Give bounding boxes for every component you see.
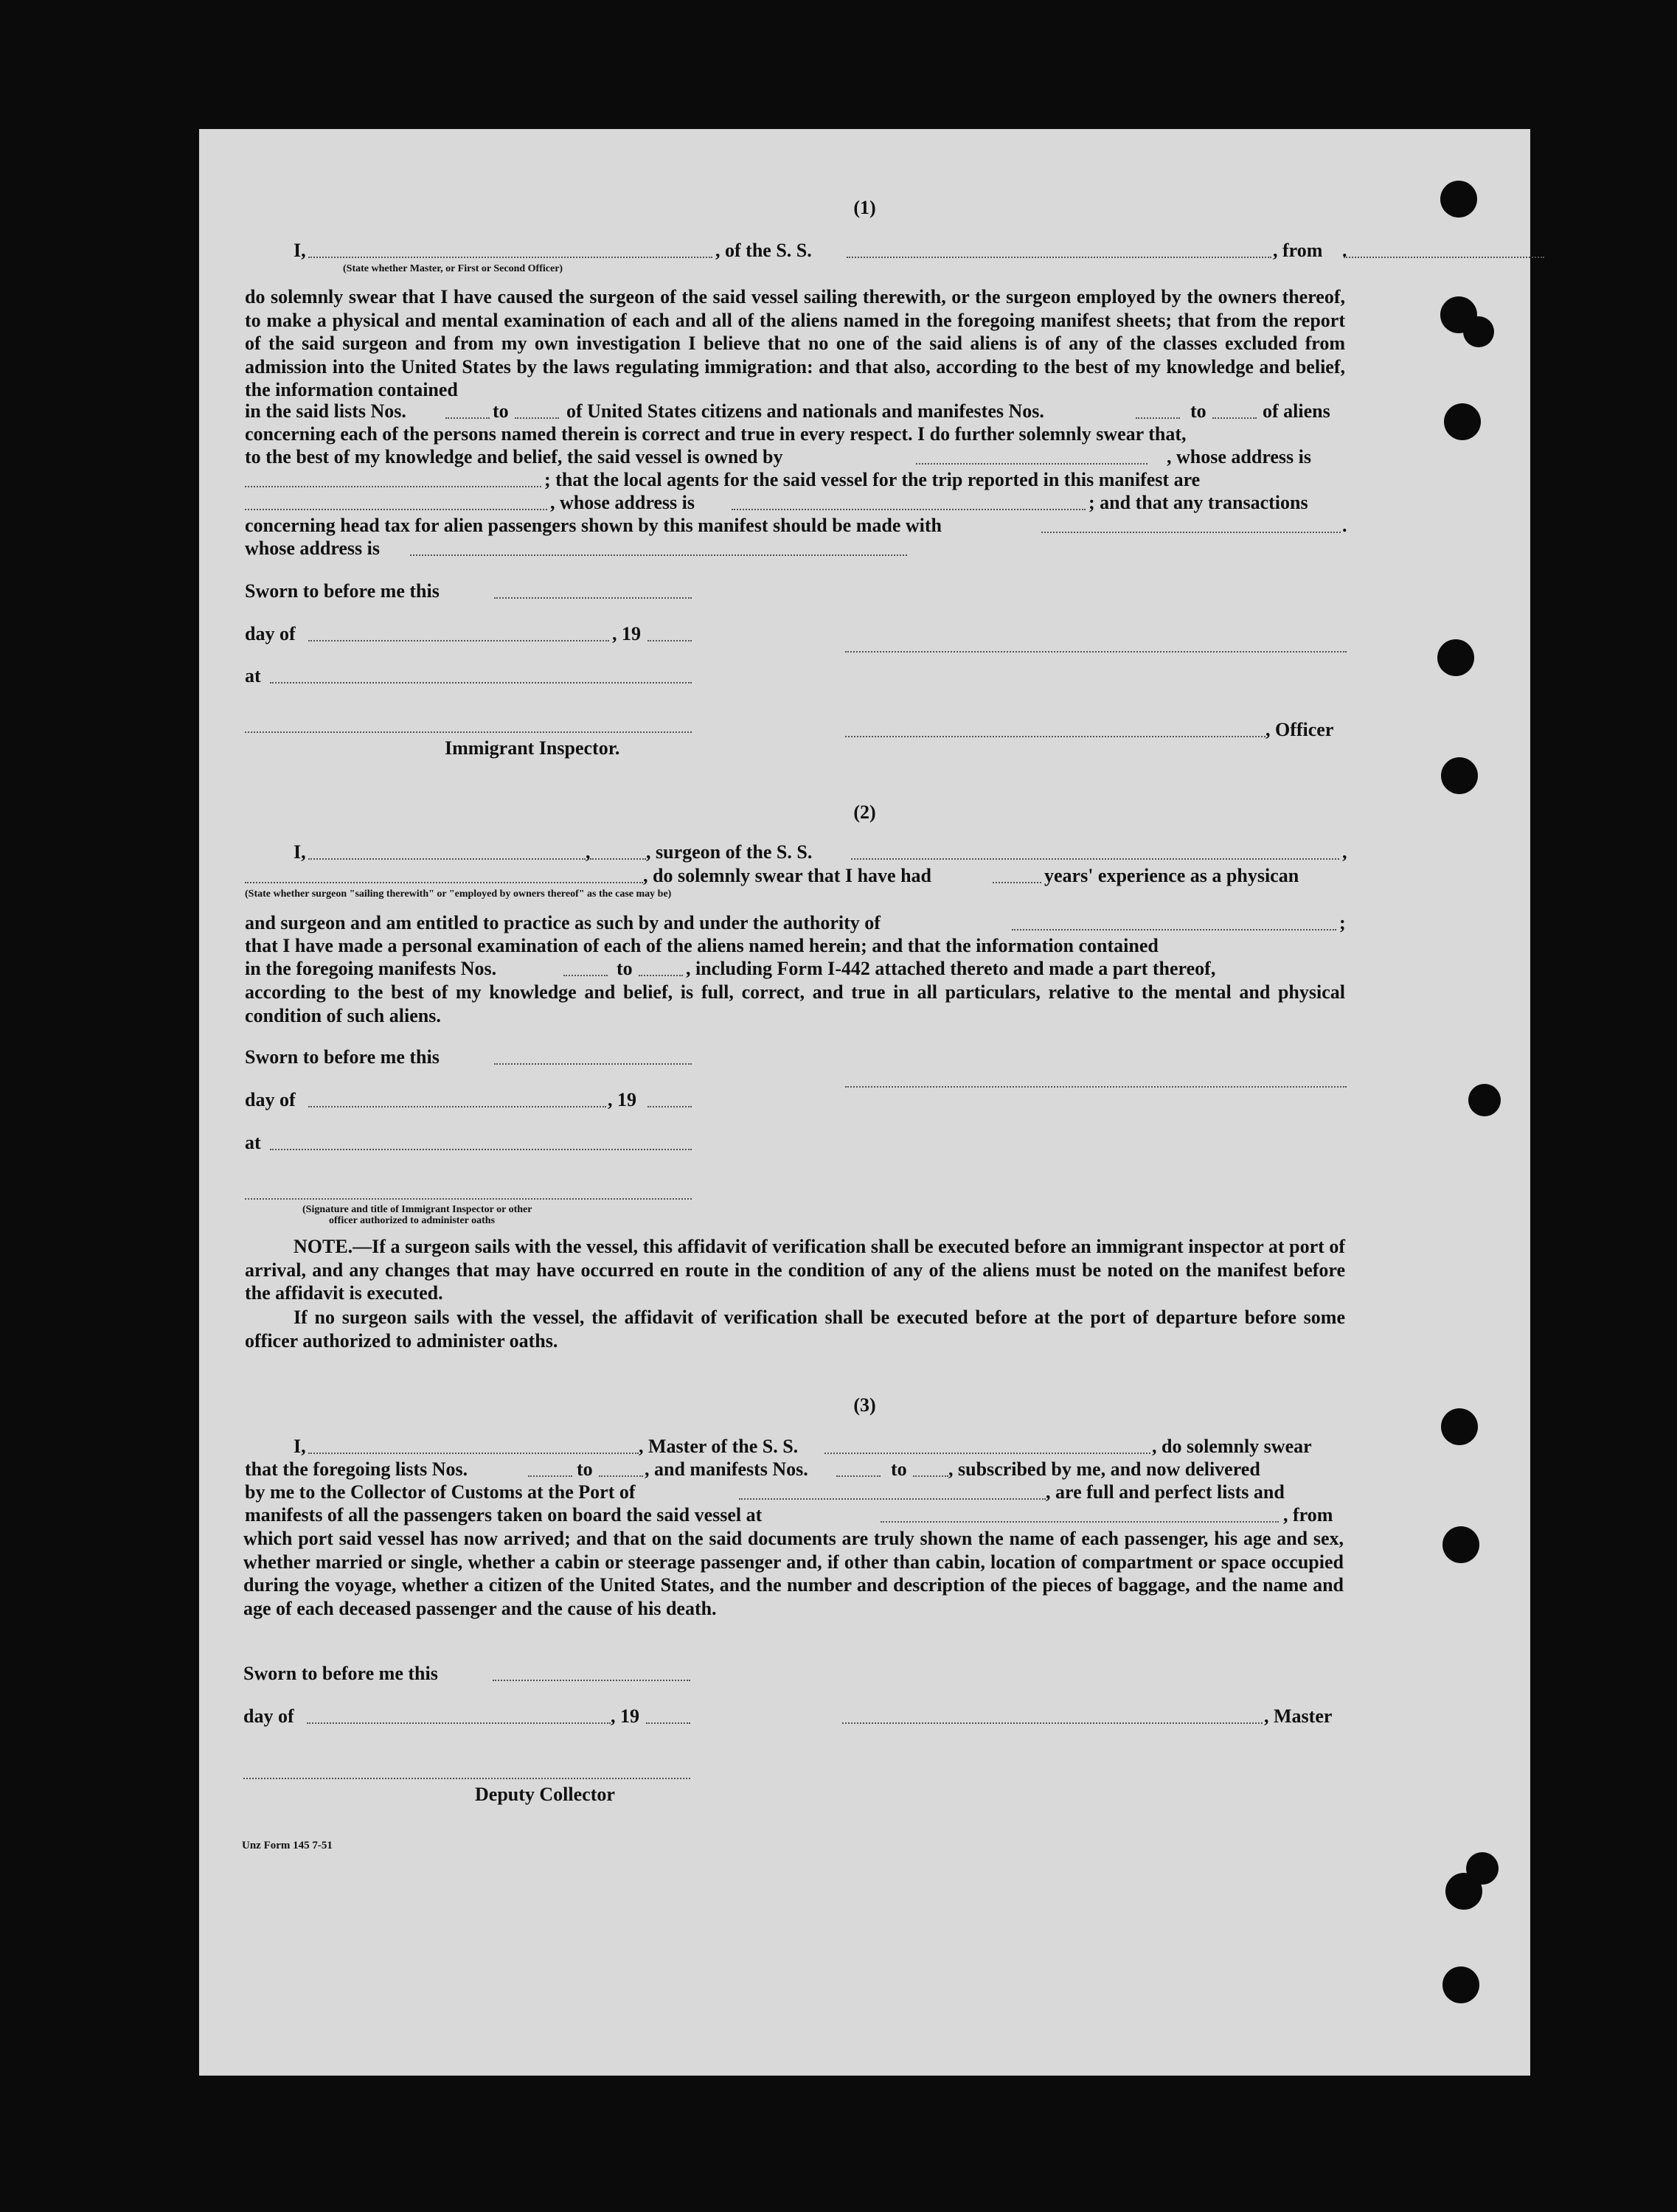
vessel-name-field[interactable] bbox=[847, 257, 1271, 258]
manifest-from-field[interactable] bbox=[836, 1475, 881, 1477]
authority-field[interactable] bbox=[1012, 929, 1336, 931]
text: to bbox=[493, 400, 509, 422]
section-3-paragraph: which port said vessel has now arrived; and that on the said documents are truly shown the name of each passenger, his age and sex, whether married or single, whether a cabin or steerage passenger and, if other than cabin, location of compartment or space occupied during the voyage, whether a citizen of the United States, and the number and description of the pieces of baggage, and the name and age of each deceased passenger and the cause of his death. bbox=[243, 1528, 1344, 1619]
text: ; bbox=[1339, 912, 1346, 933]
section-1-line-1 bbox=[199, 240, 1530, 263]
manifests-line bbox=[199, 958, 1530, 981]
whose-address-field[interactable] bbox=[410, 554, 907, 556]
text: , are full and perfect lists and bbox=[1046, 1481, 1285, 1503]
manifest-to-field[interactable] bbox=[639, 975, 683, 976]
officer-name-field[interactable] bbox=[308, 257, 712, 258]
section-2-paragraph-end: according to the best of my knowledge and belief, is full, correct, and true in all particulars, relative to the mental and physical condition of such aliens. bbox=[245, 981, 1345, 1026]
year-field[interactable] bbox=[647, 640, 692, 641]
text: day of bbox=[245, 1089, 296, 1110]
port-field[interactable] bbox=[739, 1498, 1046, 1500]
text: to the best of my knowledge and belief, the said vessel is owned by bbox=[245, 446, 783, 467]
surgeon-name-field[interactable] bbox=[308, 858, 586, 860]
list-from-field[interactable] bbox=[528, 1475, 572, 1477]
years-field[interactable] bbox=[993, 882, 1041, 883]
text: ; that the local agents for the said vessel for the trip reported in this manifest are bbox=[544, 469, 1201, 490]
sworn-line-2 bbox=[199, 1046, 1530, 1070]
officer-signature-line[interactable] bbox=[845, 651, 1347, 653]
text: by me to the Collector of Customs at the Port of bbox=[245, 1481, 636, 1503]
year-field[interactable] bbox=[647, 1106, 692, 1107]
agents-field[interactable] bbox=[245, 509, 547, 510]
section-2-number: (2) bbox=[853, 801, 876, 823]
section-2-line-2 bbox=[199, 865, 1530, 888]
text: to bbox=[577, 1458, 593, 1480]
surgeon-vessel-field[interactable] bbox=[851, 858, 1339, 860]
immigrant-inspector-label: Immigrant Inspector. bbox=[445, 737, 620, 759]
section-3-line-3 bbox=[199, 1481, 1530, 1505]
text: that I have made a personal examination of each of the aliens named herein; and that the information contained bbox=[245, 935, 1159, 956]
text: at bbox=[245, 665, 261, 686]
day-of-line-3 bbox=[199, 1705, 1530, 1729]
text: , bbox=[1342, 841, 1347, 863]
surgeon-title-field[interactable] bbox=[590, 858, 646, 860]
officer-signature-field[interactable] bbox=[845, 736, 1265, 737]
manifest-to-field[interactable] bbox=[1212, 417, 1257, 419]
text: , including Form I-442 attached thereto and made a part thereof, bbox=[686, 958, 1216, 979]
address-line bbox=[199, 492, 1530, 515]
exam-line bbox=[199, 935, 1530, 959]
section-3-number: (3) bbox=[853, 1394, 876, 1416]
text: of aliens bbox=[1263, 400, 1330, 422]
at-line-1 bbox=[199, 665, 1530, 689]
boarding-port-field[interactable] bbox=[881, 1521, 1279, 1523]
text: Sworn to before me this bbox=[245, 1046, 440, 1068]
sworn-day-field[interactable] bbox=[493, 1680, 690, 1681]
at-line-2 bbox=[199, 1132, 1530, 1155]
text: , 19 bbox=[608, 1089, 636, 1110]
text: , from bbox=[1283, 1504, 1333, 1526]
text: to bbox=[891, 1458, 907, 1480]
sworn-line-3 bbox=[199, 1663, 1530, 1686]
authority-line bbox=[199, 912, 1530, 936]
owned-line bbox=[199, 446, 1530, 470]
deputy-collector-label: Deputy Collector bbox=[475, 1784, 615, 1805]
agents-address-field[interactable] bbox=[732, 509, 1086, 510]
manifest-from-field[interactable] bbox=[563, 975, 608, 976]
month-field[interactable] bbox=[307, 1722, 611, 1724]
section-3-line-1 bbox=[199, 1436, 1530, 1459]
section-3-line-2 bbox=[199, 1458, 1530, 1482]
text: to bbox=[1190, 400, 1206, 422]
at-field[interactable] bbox=[270, 682, 692, 684]
text: manifests of all the passengers taken on board the said vessel at bbox=[245, 1504, 763, 1526]
month-field[interactable] bbox=[308, 640, 609, 641]
text: concerning head tax for alien passengers shown by this manifest should be made with bbox=[245, 515, 942, 536]
at-field[interactable] bbox=[270, 1149, 692, 1150]
text: and surgeon and am entitled to practice as such by and under the authority of bbox=[245, 912, 881, 933]
section-3-line-4 bbox=[199, 1504, 1530, 1528]
text: , 19 bbox=[612, 623, 641, 644]
from-port-field[interactable] bbox=[1344, 257, 1544, 258]
note-paragraph-1: NOTE.—If a surgeon sails with the vessel, this affidavit of verification shall be executed before an immigrant inspector at port of arrival, and any changes that may have occurred en route in the condition of any of the aliens must be noted on the manifest before the affidavit is executed. bbox=[245, 1236, 1345, 1304]
agents-line bbox=[199, 469, 1530, 493]
text: , surgeon of the S. S. bbox=[646, 841, 813, 863]
text: to bbox=[617, 958, 633, 979]
inspector-signature-line[interactable] bbox=[245, 1198, 692, 1200]
headtax-line bbox=[199, 515, 1530, 538]
text: , do solemnly swear bbox=[1152, 1436, 1312, 1457]
text: I, bbox=[294, 240, 306, 261]
punch-hole bbox=[1445, 1873, 1482, 1910]
text: , 19 bbox=[611, 1705, 639, 1727]
manifest-to-field[interactable] bbox=[913, 1475, 948, 1477]
signature-note-2: officer authorized to administer oaths bbox=[329, 1215, 496, 1226]
signature-note-1: (Signature and title of Immigrant Inspector or other bbox=[302, 1204, 532, 1215]
master-name-field[interactable] bbox=[308, 1453, 639, 1454]
section-2-line-1 bbox=[199, 841, 1530, 865]
list-to-field[interactable] bbox=[515, 417, 559, 419]
sworn-day-field[interactable] bbox=[494, 1063, 692, 1065]
surgeon-signature-line[interactable] bbox=[845, 1086, 1347, 1088]
text: , subscribed by me, and now delivered bbox=[948, 1458, 1260, 1480]
text: at bbox=[245, 1132, 261, 1153]
punch-hole bbox=[1442, 1526, 1479, 1563]
text: , do solemnly swear that I have had bbox=[643, 865, 932, 886]
surgeon-type-field[interactable] bbox=[245, 882, 643, 883]
list-to-field[interactable] bbox=[599, 1475, 643, 1477]
text: , from bbox=[1273, 240, 1323, 261]
sworn-day-field[interactable] bbox=[494, 597, 692, 599]
headtax-field[interactable] bbox=[1041, 532, 1341, 533]
concerning-line bbox=[199, 423, 1530, 447]
section-1-number: (1) bbox=[853, 197, 876, 218]
text: , Master of the S. S. bbox=[639, 1436, 799, 1457]
month-field[interactable] bbox=[308, 1106, 606, 1107]
text: , whose address is bbox=[550, 492, 695, 513]
whose-address-line bbox=[199, 538, 1530, 561]
manifest-from-field[interactable] bbox=[1136, 417, 1180, 419]
note-paragraph-2: If no surgeon sails with the vessel, the affidavit of verification shall be executed before at the port of departure before some officer authorized to administer oaths. bbox=[245, 1307, 1345, 1352]
sworn-line-1 bbox=[199, 580, 1530, 604]
punch-hole bbox=[1442, 1966, 1479, 2003]
punch-hole bbox=[1463, 316, 1494, 347]
text: years' experience as a physican bbox=[1044, 865, 1299, 886]
year-field[interactable] bbox=[646, 1722, 690, 1724]
owner-field[interactable] bbox=[916, 463, 1147, 465]
day-of-line-1 bbox=[199, 623, 1530, 647]
text: concerning each of the persons named therein is correct and true in every respect. I do further solemnly swear that, bbox=[245, 423, 1187, 445]
deputy-signature-line[interactable] bbox=[243, 1778, 690, 1779]
officer-note: (State whether Master, or First or Second Officer) bbox=[343, 263, 563, 274]
surgeon-note: (State whether surgeon "sailing therewith" or "employed by owners thereof" as the case may be) bbox=[245, 888, 672, 900]
text: . bbox=[1342, 515, 1347, 536]
text: in the foregoing manifests Nos. bbox=[245, 958, 497, 979]
section-1-paragraph: do solemnly swear that I have caused the surgeon of the said vessel sailing therewith, or the surgeon employed by the owners thereof, to make a physical and mental examination of each and all of the aliens named in the foregoing manifest sheets; that from the report of the said surgeon and from my own investigation I believe that no one of the said aliens is of any of the classes excluded from admission into the United States by the laws regulating immigration: and that also, according to the best of my knowledge and belief, the information contained bbox=[245, 286, 1345, 400]
form-page bbox=[199, 129, 1530, 2076]
text: Sworn to before me this bbox=[245, 580, 440, 602]
list-from-field[interactable] bbox=[445, 417, 490, 419]
text: of United States citizens and nationals and manifestes Nos. bbox=[566, 400, 1044, 422]
text: whose address is bbox=[245, 538, 381, 559]
day-of-line-2 bbox=[199, 1089, 1530, 1113]
text: ; and that any transactions bbox=[1089, 492, 1308, 513]
text: , whose address is bbox=[1167, 446, 1312, 467]
owner-address-field[interactable] bbox=[245, 486, 541, 487]
text: , of the S. S. bbox=[715, 240, 812, 261]
punch-hole bbox=[1441, 757, 1478, 794]
text: , Officer bbox=[1265, 719, 1334, 740]
text: . bbox=[1342, 240, 1347, 261]
lists-line bbox=[199, 400, 1530, 424]
form-id: Unz Form 145 7-51 bbox=[242, 1840, 333, 1851]
text: , and manifests Nos. bbox=[645, 1458, 808, 1480]
text: in the said lists Nos. bbox=[245, 400, 406, 422]
text: day of bbox=[243, 1705, 294, 1727]
text: I, bbox=[294, 841, 306, 863]
master-vessel-field[interactable] bbox=[824, 1453, 1150, 1454]
text: I, bbox=[294, 1436, 306, 1457]
text: , Master bbox=[1264, 1705, 1333, 1727]
text: that the foregoing lists Nos. bbox=[245, 1458, 468, 1480]
officer-line bbox=[199, 719, 1530, 742]
master-signature-field[interactable] bbox=[842, 1722, 1263, 1724]
text: , bbox=[586, 841, 591, 863]
text: day of bbox=[245, 623, 296, 644]
text: Sworn to before me this bbox=[243, 1663, 438, 1684]
